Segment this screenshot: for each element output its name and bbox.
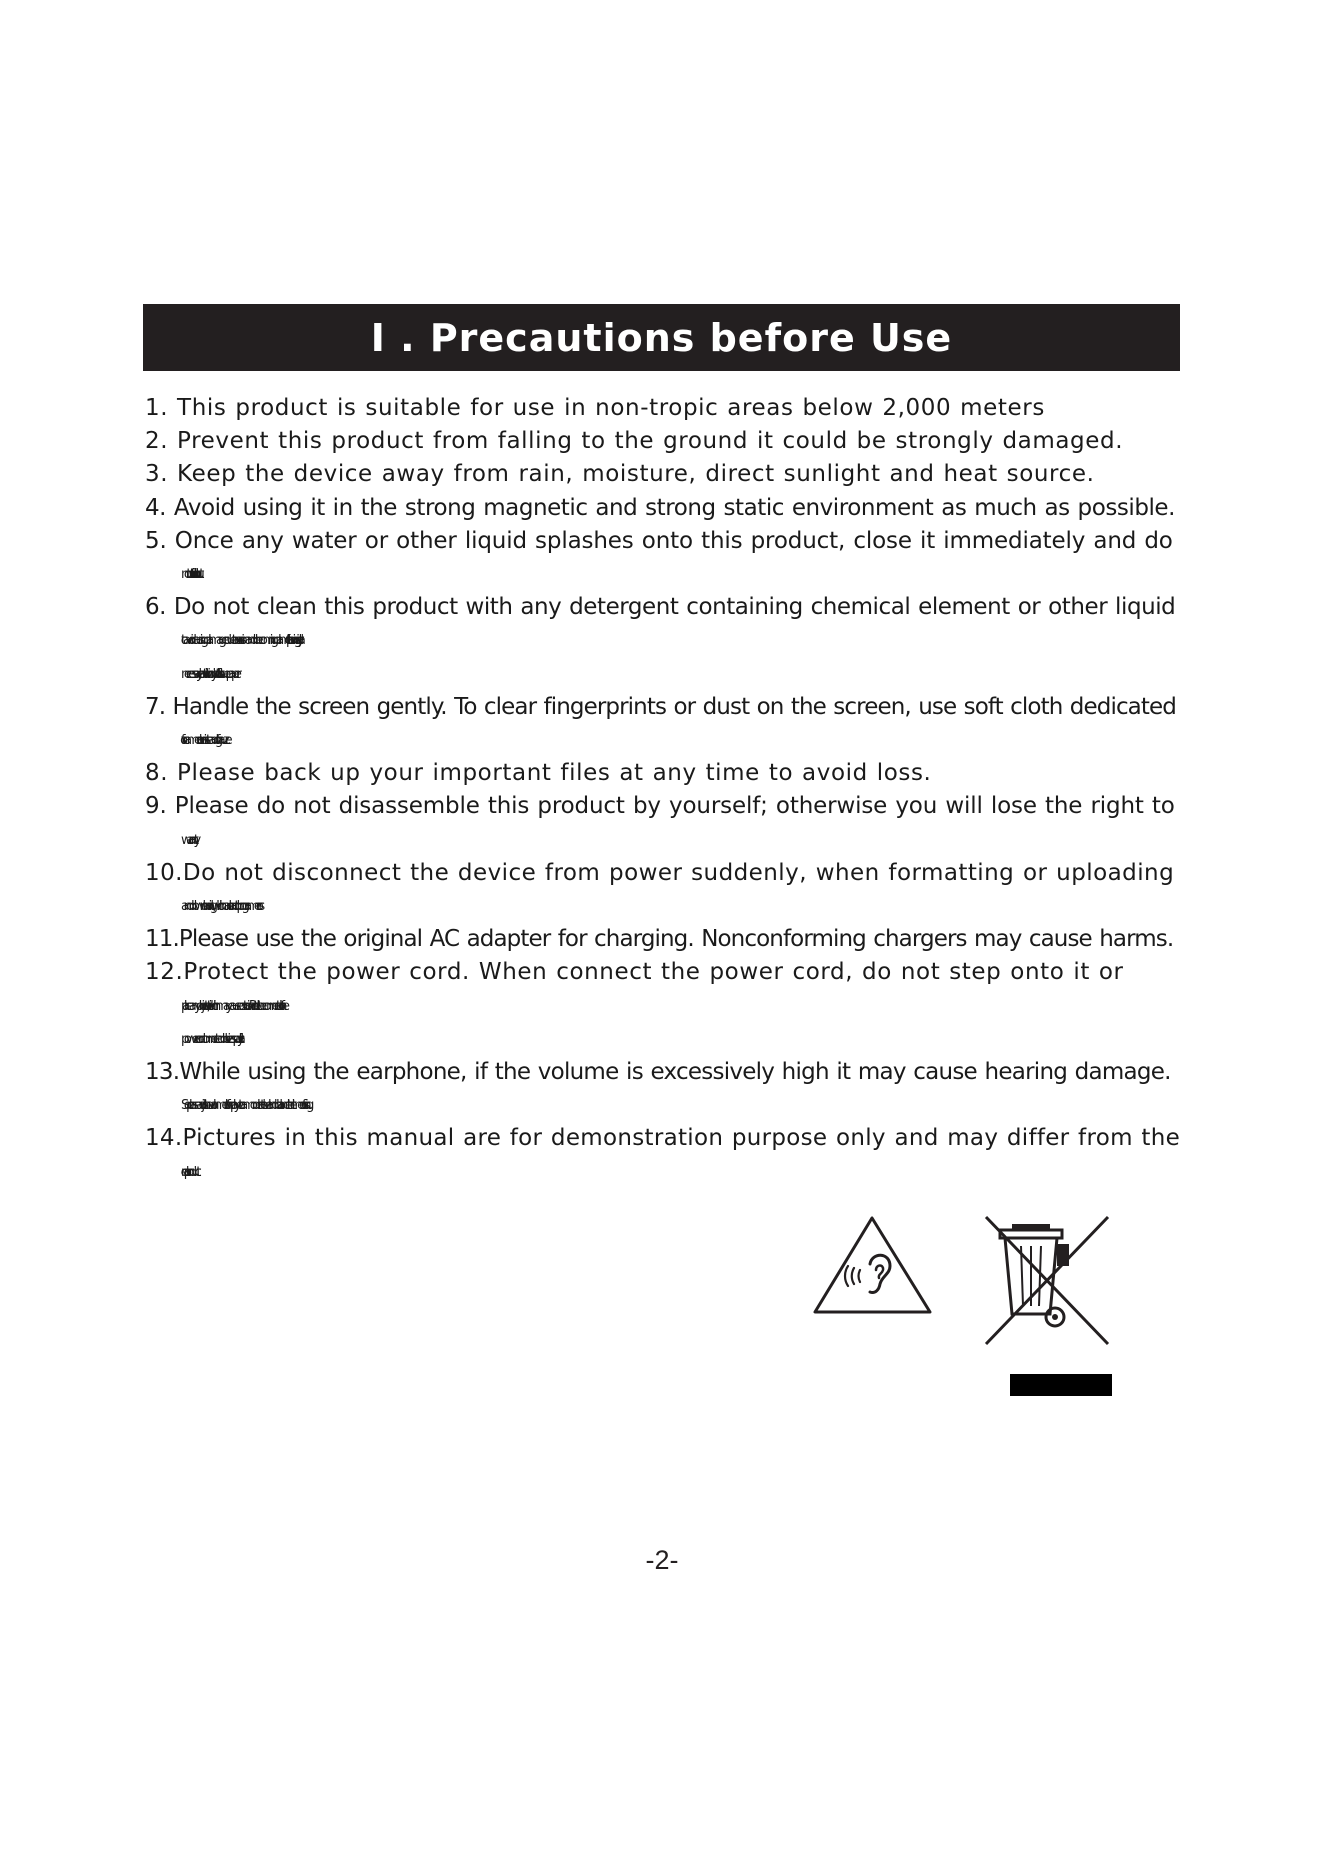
safety-icons [812,1214,1112,1399]
precaution-text: 3. Keep the device away from rain, moisture, direct sunlight and heat source. [145,461,1095,488]
precaution-text: 5. Once any water or other liquid splashes onto this product, close it immediately and do [145,527,1173,554]
section-header-bar [143,304,1180,371]
precaution-item [145,790,1180,856]
precaution-item [145,492,1180,525]
precaution-item [145,525,1180,591]
precaution-item [145,757,1180,790]
precaution-text-continued: real product. [181,1164,195,1180]
precaution-text: 13.While using the earphone, if the volume is excessively high it may cause hearing damage. [145,1059,1171,1086]
crossed-out-wheelie-bin-icon [986,1217,1112,1396]
precaution-item [145,458,1180,491]
precaution-text: 7. Handle the screen gently. To clear fingerprints or dust on the screen, use soft cloth dedicated [145,693,1176,720]
precaution-text-continued: to avoid causing damage due to corrosion and becoming damp. If cleaning is really [181,633,300,649]
precaution-text-continued: not use it until it dries out. [181,567,198,583]
precaution-text: 4. Avoid using it in the strong magnetic and strong static environment as much as possible. [145,494,1175,521]
hearing-warning-icon [815,1218,930,1312]
section-title: I . Precautions before Use [370,315,953,360]
precaution-text: 6. Do not clean this product with any detergent containing chemical element or other liquid [145,594,1176,621]
precaution-text: 12.Protect the power cord. When connect the power cord, do not step onto it or [145,959,1124,986]
precaution-item [145,691,1180,757]
precaution-item [145,857,1180,923]
precaution-text-continued: necessary, clean it with dry soft cloth tissue paper. [181,666,234,682]
precaution-text: 9. Please do not disassemble this product by yourself; otherwise you will lose the right to [145,793,1175,820]
precaution-text: 11.Please use the original AC adapter for charging. Nonconforming chargers may cause harms. [145,926,1174,953]
precaution-item [145,425,1180,458]
precaution-text: 8. Please back up your important files at any time to avoid loss. [145,760,932,787]
precaution-item [145,591,1180,691]
precautions-list [145,392,1180,1189]
precaution-text: 2. Prevent this product from falling to the ground it could be strongly damaged. [145,428,1124,455]
precaution-item [145,1122,1180,1188]
precaution-text-continued: for camera lens instead of gauze. [181,733,226,749]
precaution-item [145,956,1180,1056]
precaution-text: 14.Pictures in this manual are for demonstration purpose only and may differ from the [145,1125,1181,1152]
precaution-text-continued: So please adjust the volume of the player to a moderate level and balance the time of using. [181,1098,308,1114]
precaution-text-continued: and downloading, which can lead to program errors. [181,899,259,915]
precaution-item [145,1056,1180,1122]
precaution-text-continued: place any object on it, which may cause extrusion. Protect the connector of the [181,998,285,1014]
precaution-text-continued: power cord connected devices specially. [181,1031,237,1047]
page-number: -2- [645,1545,679,1575]
precaution-item [145,392,1180,425]
precaution-text: 10.Do not disconnect the device from power suddenly, when formatting or uploading [145,859,1175,886]
precaution-text-continued: warranty. [181,832,193,848]
precaution-text: 1. This product is suitable for use in non-tropic areas below 2,000 meters [145,395,1045,421]
precaution-item [145,923,1180,956]
